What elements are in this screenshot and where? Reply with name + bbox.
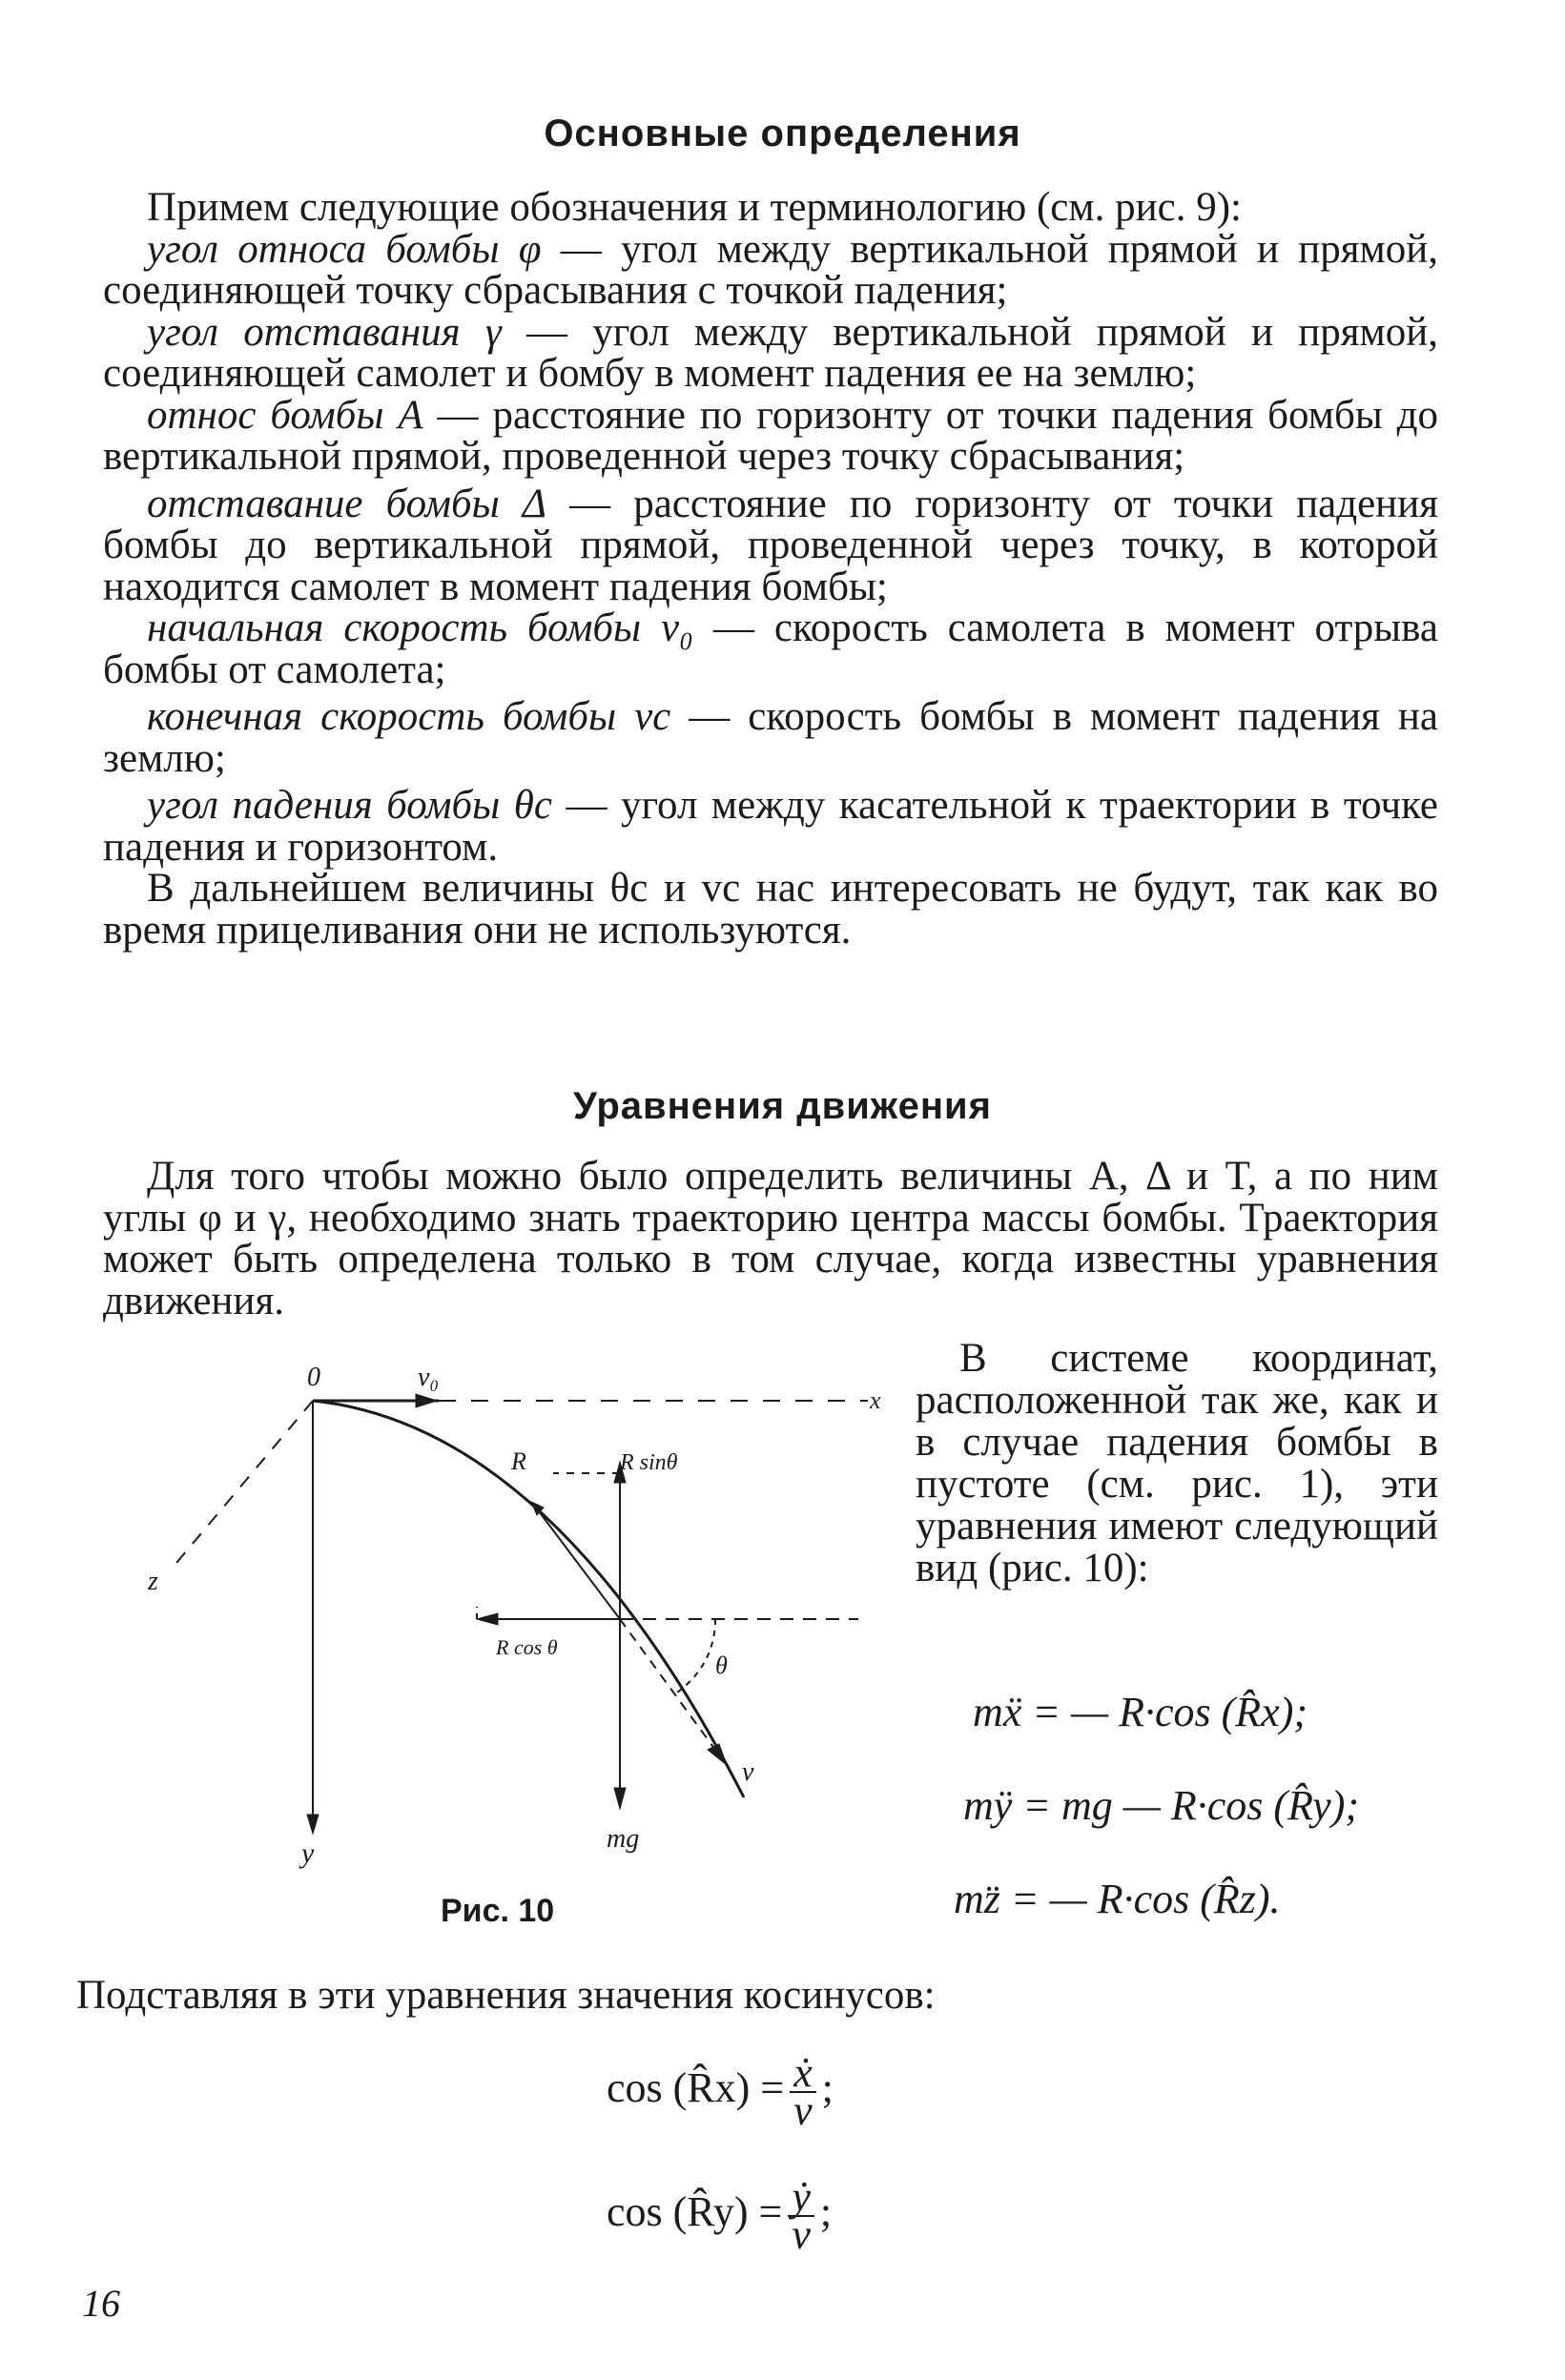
definition-item bbox=[103, 696, 1438, 779]
coordinate-system-text bbox=[916, 1338, 1438, 1590]
equation-x: mẍ = — R·cos (R̂x); bbox=[973, 1689, 1308, 1735]
cos-lhs: cos (R̂y) = bbox=[607, 2188, 783, 2236]
label-origin: 0 bbox=[307, 1363, 320, 1392]
fraction bbox=[788, 2173, 814, 2258]
motion-paragraph: Для того чтобы можно было определить величины A, Δ и T, а по ним углы φ и γ, необходимо знать траекторию центра массы бомбы. Траектория может быть определена только в том случае, когда известны уравнения движения. bbox=[103, 1154, 1438, 1323]
label-y: y bbox=[301, 1837, 315, 1869]
definition-term: угол падения бомбы θc bbox=[147, 783, 552, 828]
numerator: ẏ bbox=[788, 2179, 814, 2217]
definition-text: — угол между вертикальной прямой и прямой, соединяющей самолет и бомбу в момент падения ее на землю; bbox=[103, 309, 1438, 396]
definition-text: — расстояние по горизонту от точки падения бомбы до вертикальной прямой, проведенной через точку, в которой находится самолет в момент падения бомбы; bbox=[103, 481, 1438, 609]
definition-term: относ бомбы A bbox=[147, 392, 423, 438]
definition-text: — угол между вертикальной прямой и прямой, соединяющей точку сбрасывания с точкой падения; bbox=[103, 226, 1438, 313]
definition-item bbox=[103, 483, 1438, 608]
trajectory-curve bbox=[313, 1401, 744, 1797]
label-v0: v₀ bbox=[418, 1363, 440, 1392]
definition-item bbox=[103, 226, 1438, 313]
mg-arrow bbox=[614, 1788, 626, 1809]
substitution-text: Подставляя в эти уравнения значения косинусов: bbox=[76, 1973, 936, 2018]
fraction bbox=[790, 2049, 816, 2134]
section-title-definitions: Основные определения bbox=[544, 113, 1021, 154]
definition-text: — угол между касательной к траектории в точке падения и горизонтом. bbox=[103, 783, 1438, 870]
definition-text: — расстояние по горизонту от точки падения бомбы до вертикальной прямой, проведенной через точку сбрасывания; bbox=[103, 392, 1438, 479]
y-axis-arrow bbox=[307, 1815, 319, 1834]
intro-paragraph: Примем следующие обозначения и терминологию (см. рис. 9): bbox=[147, 185, 1242, 230]
label-R: R bbox=[511, 1447, 526, 1475]
figure-caption: Рис. 10 bbox=[441, 1893, 555, 1929]
label-v: v bbox=[742, 1757, 754, 1787]
definition-text: — скорость бомбы в момент падения на землю; bbox=[103, 694, 1438, 781]
definition-term: отставание бомбы Δ bbox=[147, 481, 547, 526]
definition-item bbox=[103, 392, 1438, 479]
R-vector bbox=[539, 1511, 620, 1619]
denominator: v bbox=[792, 2211, 811, 2258]
denominator: v bbox=[793, 2087, 813, 2134]
definition-item bbox=[103, 785, 1438, 868]
label-theta: θ bbox=[715, 1652, 728, 1679]
definition-term: начальная скорость бомбы v₀ bbox=[147, 605, 694, 650]
label-z: z bbox=[148, 1567, 158, 1596]
side-paragraph: В системе координат, расположенной так же, как и в случае падения бомбы в пустоте (см. рис. 1), эти уравнения имеют следующий вид (рис. 10): bbox=[916, 1336, 1438, 1590]
definition-item bbox=[103, 309, 1438, 396]
label-R-sin: R sinθ bbox=[620, 1450, 678, 1475]
equations-intro bbox=[103, 1156, 1438, 1322]
label-x: x bbox=[870, 1386, 881, 1414]
v-arrow bbox=[708, 1744, 727, 1765]
cos-equation-y bbox=[607, 2173, 833, 2258]
cos-lhs: cos (R̂x) = bbox=[607, 2064, 785, 2112]
theta-arc bbox=[677, 1619, 715, 1693]
equation-y: mÿ = mg — R·cos (R̂y); bbox=[963, 1782, 1359, 1829]
definition-term: угол относа бомбы φ bbox=[147, 226, 542, 272]
section-title-equations: Уравнения движения bbox=[573, 1085, 992, 1127]
closing-paragraph: В дальнейшем величины θc и vc нас интересовать не будут, так как во время прицеливания они не используются. bbox=[103, 866, 1438, 953]
definition-text: — скорость самолета в момент отрыва бомбы от самолета; bbox=[103, 605, 1438, 692]
definition-term: конечная скорость бомбы vc bbox=[147, 694, 671, 739]
v0-arrow bbox=[416, 1394, 437, 1407]
page-number: 16 bbox=[82, 2282, 120, 2325]
label-R-cos: R cos θ bbox=[496, 1635, 558, 1659]
definition-item bbox=[103, 607, 1438, 690]
cos-tail: ; bbox=[819, 2188, 833, 2236]
definition-term: угол отставания γ bbox=[147, 309, 502, 355]
label-mg: mg bbox=[607, 1824, 640, 1854]
cos-tail: ; bbox=[821, 2064, 834, 2112]
R-cos-arrow bbox=[477, 1613, 498, 1625]
cos-equation-x bbox=[607, 2049, 834, 2134]
figure-10 bbox=[57, 1349, 916, 1883]
numerator: ẋ bbox=[790, 2055, 816, 2093]
equation-z: mz̈ = — R·cos (R̂z). bbox=[954, 1876, 1281, 1922]
definitions-block bbox=[103, 187, 1438, 951]
z-axis bbox=[172, 1401, 313, 1569]
v-vector bbox=[620, 1619, 715, 1750]
